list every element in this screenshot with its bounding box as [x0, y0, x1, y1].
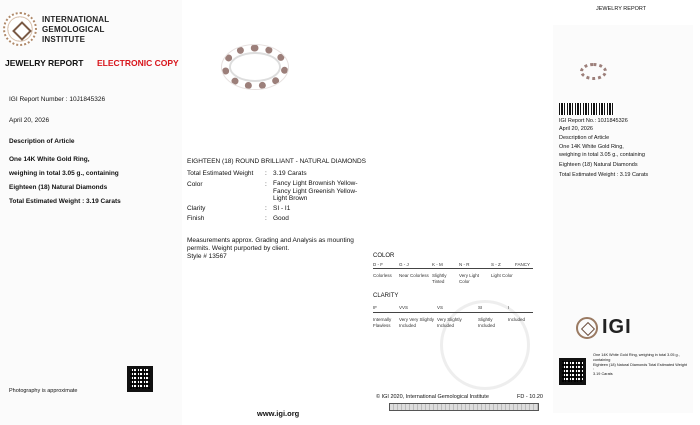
qr-code-right[interactable] — [559, 358, 586, 385]
barcode — [559, 103, 615, 115]
right-summary — [593, 353, 688, 377]
clarity-description-row — [373, 317, 525, 328]
right-description-heading: Description of Article — [559, 135, 610, 141]
detail-label: Total Estimated Weight — [187, 170, 254, 177]
igi-seal-icon — [3, 12, 37, 46]
detail-separator: : — [265, 215, 267, 222]
copyright-notice: © IGI 2020, International Gemological Institute — [376, 394, 489, 400]
clarity-grade: SI — [478, 305, 483, 310]
detail-value: Good — [273, 215, 289, 222]
clarity-description: Very Very Slightly Included — [399, 317, 435, 328]
detail-value: 3.19 Carats — [273, 170, 307, 177]
clarity-grade-row — [373, 305, 509, 311]
color-grade: S - Z — [491, 262, 501, 267]
description-line-2: weighing in total 3.05 g., containing — [9, 170, 119, 177]
report-number: IGI Report Number : 10J1845326 — [9, 96, 106, 103]
clarity-scale-title: CLARITY — [373, 293, 399, 299]
ring-photo — [222, 45, 288, 89]
ring-photo-small — [580, 63, 607, 80]
igi-emblem-icon — [576, 317, 598, 339]
igi-watermark — [440, 300, 530, 390]
electronic-copy-label: ELECTRONIC COPY — [97, 58, 179, 68]
summary-line-3: 3.19 Carats — [593, 372, 613, 377]
clarity-grade: VS — [437, 305, 444, 310]
color-description: Colorless — [373, 273, 392, 278]
igi-logo-text: IGI — [602, 316, 632, 338]
detail-row-weight — [187, 169, 307, 178]
clarity-grade: I — [508, 305, 510, 310]
color-grade: FANCY — [515, 262, 531, 267]
qr-code-left[interactable] — [127, 366, 153, 392]
color-grade-row — [373, 262, 530, 268]
report-title: JEWELRY REPORT — [5, 58, 84, 68]
security-strip — [389, 403, 539, 411]
summary-line-2: Eighteen (18) Natural Diamonds Total Estimated Weight : — [593, 362, 687, 372]
organization-name — [42, 15, 122, 45]
description-line-1: One 14K White Gold Ring, — [9, 156, 90, 163]
description-heading: Description of Article — [9, 138, 75, 145]
detail-label: Finish — [187, 215, 205, 222]
color-scale-bar — [373, 268, 533, 269]
photo-note: Photography is approximate — [9, 388, 78, 394]
clarity-grade: IF — [373, 305, 377, 310]
report-date: April 20, 2026 — [9, 117, 50, 124]
clarity-description: Internally Flawless — [373, 317, 392, 328]
clarity-description: Slightly Included — [478, 317, 496, 328]
right-report-number: IGI Report No.: 10J1845326 — [559, 118, 628, 124]
color-grade: K - M — [432, 262, 443, 267]
right-line-1: One 14K White Gold Ring, — [559, 144, 624, 150]
detail-row-clarity — [187, 204, 290, 213]
clarity-description: Included — [508, 317, 526, 322]
color-grade: N - R — [459, 262, 470, 267]
top-right-report-label: JEWELRY REPORT — [596, 6, 647, 12]
clarity-scale-bar — [373, 312, 533, 313]
color-grade: G - J — [399, 262, 409, 267]
detail-value: Fancy Light Brownish Yellow- Fancy Light Greenish Yellow- Light Brown — [273, 180, 358, 202]
description-line-3: Eighteen (18) Natural Diamonds — [9, 184, 108, 191]
right-line-2: weighing in total 3.05 g., containing — [559, 152, 645, 158]
style-number: Style # 13567 — [187, 253, 227, 260]
color-description-row — [373, 273, 515, 284]
description-line-4: Total Estimated Weight : 3.19 Carats — [9, 198, 121, 205]
clarity-description: Very Slightly Included — [437, 317, 462, 328]
right-report-date: April 20, 2026 — [559, 126, 593, 132]
summary-line-1: One 14K White Gold Ring, weighing in total 3.05 g., containing — [593, 353, 680, 362]
org-line-3: INSTITUTE — [42, 35, 86, 44]
website-link[interactable]: www.igi.org — [257, 409, 300, 418]
detail-row-color — [187, 180, 368, 203]
clarity-grade: VVS — [399, 305, 409, 310]
color-description: Near Colorless — [399, 273, 429, 278]
stone-heading: EIGHTEEN (18) ROUND BRILLIANT - NATURAL DIAMONDS — [187, 158, 367, 165]
right-line-3: Eighteen (18) Natural Diamonds — [559, 162, 638, 168]
org-line-1: INTERNATIONAL — [42, 15, 110, 24]
form-code: FD - 10.20 — [517, 394, 543, 400]
detail-separator: : — [265, 205, 267, 212]
color-description: Very Light Color — [459, 273, 480, 284]
color-grade: D - F — [373, 262, 383, 267]
detail-label: Clarity — [187, 205, 206, 212]
color-scale-title: COLOR — [373, 253, 395, 259]
detail-row-finish — [187, 214, 289, 223]
right-line-4: Total Estimated Weight : 3.19 Carats — [559, 172, 649, 178]
measurement-notes: Measurements approx. Grading and Analysis as mounting permits. Weight purported by client. — [187, 237, 354, 252]
detail-separator: : — [265, 170, 267, 177]
detail-value: SI - I1 — [273, 205, 291, 212]
color-description: Slightly Tinted — [432, 273, 447, 284]
detail-separator: : — [265, 181, 267, 188]
detail-label: Color — [187, 181, 203, 188]
igi-logo — [576, 316, 632, 339]
color-description: Light Color — [491, 273, 513, 278]
org-line-2: GEMOLOGICAL — [42, 25, 105, 34]
